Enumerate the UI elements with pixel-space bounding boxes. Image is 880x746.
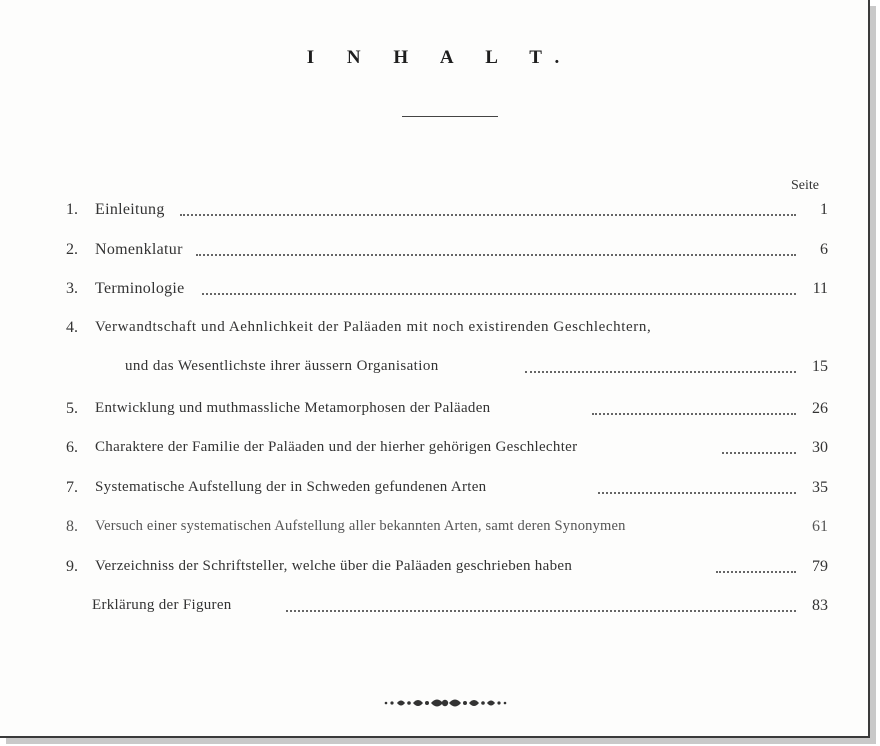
leader-dots xyxy=(202,293,796,295)
leader-dots xyxy=(196,254,796,256)
toc-entry-continuation xyxy=(0,358,880,380)
toc-entry-title: Charaktere der Familie der Paläaden und der hierher gehörigen Geschlechter xyxy=(95,439,581,456)
toc-entry-title: Verwandtschaft und Aehnlichkeit der Paläaden mit noch existirenden Geschlechtern, xyxy=(95,319,655,336)
leader-dots xyxy=(598,492,796,494)
toc-entry-number: 6. xyxy=(66,439,78,456)
toc-entry xyxy=(0,319,880,341)
toc-entry-number: 2. xyxy=(66,241,78,258)
toc-entry-number: 4. xyxy=(66,319,78,336)
toc-entry-number: 5. xyxy=(66,400,78,417)
toc-entry-title: Terminologie xyxy=(95,280,189,298)
toc-entry-number: 9. xyxy=(66,558,78,575)
toc-entry-title: Erklärung der Figuren xyxy=(92,597,236,614)
toc-entry-page: 15 xyxy=(812,358,828,375)
title-underline xyxy=(402,116,498,117)
toc-entry xyxy=(0,201,880,223)
toc-entry-title: Einleitung xyxy=(95,201,169,219)
toc-entry-title: Systematische Aufstellung der in Schweden gefundenen Arten xyxy=(95,479,490,496)
toc-entry-title-continuation: und das Wesentlichste ihrer äussern Organisation xyxy=(125,358,443,375)
toc-entry-page: 61 xyxy=(812,518,828,535)
toc-entry xyxy=(0,400,880,422)
toc-entry-page: 6 xyxy=(820,241,828,258)
decorative-ornament xyxy=(380,696,510,710)
leader-dots xyxy=(716,571,796,573)
toc-entry-number: 8. xyxy=(66,518,78,535)
toc-entry-number: 3. xyxy=(66,280,78,297)
toc-entry-title: Entwicklung und muthmassliche Metamorphosen der Paläaden xyxy=(95,400,494,417)
toc-entry-page: 35 xyxy=(812,479,828,496)
leader-dots xyxy=(592,413,796,415)
toc-entry-page: 1 xyxy=(820,201,828,218)
toc-entry-page: 79 xyxy=(812,558,828,575)
toc-entry-page: 30 xyxy=(812,439,828,456)
toc-entry-number: 1. xyxy=(66,201,78,218)
page-title: I N H A L T. xyxy=(306,47,574,68)
toc-entry xyxy=(0,479,880,501)
toc-entry-page: 11 xyxy=(812,280,828,297)
leader-dots xyxy=(525,371,796,373)
toc-entry xyxy=(0,518,880,540)
leader-dots xyxy=(286,610,796,612)
leader-dots xyxy=(180,214,796,216)
page-column-header: Seite xyxy=(791,178,819,193)
toc-entry-title: Versuch einer systematischen Aufstellung aller bekannten Arten, samt deren Synonymen xyxy=(95,518,630,535)
toc-entry xyxy=(0,558,880,580)
toc-entry-page: 26 xyxy=(812,400,828,417)
toc-entry xyxy=(0,280,880,302)
toc-entry-title: Nomenklatur xyxy=(95,241,187,259)
toc-entry xyxy=(0,597,880,619)
toc-entry-title: Verzeichniss der Schriftsteller, welche über die Paläaden geschrieben haben xyxy=(95,558,576,575)
toc-entry xyxy=(0,241,880,263)
toc-entry-page: 83 xyxy=(812,597,828,614)
toc-entry xyxy=(0,439,880,461)
toc-entry-number: 7. xyxy=(66,479,78,496)
leader-dots xyxy=(722,452,796,454)
